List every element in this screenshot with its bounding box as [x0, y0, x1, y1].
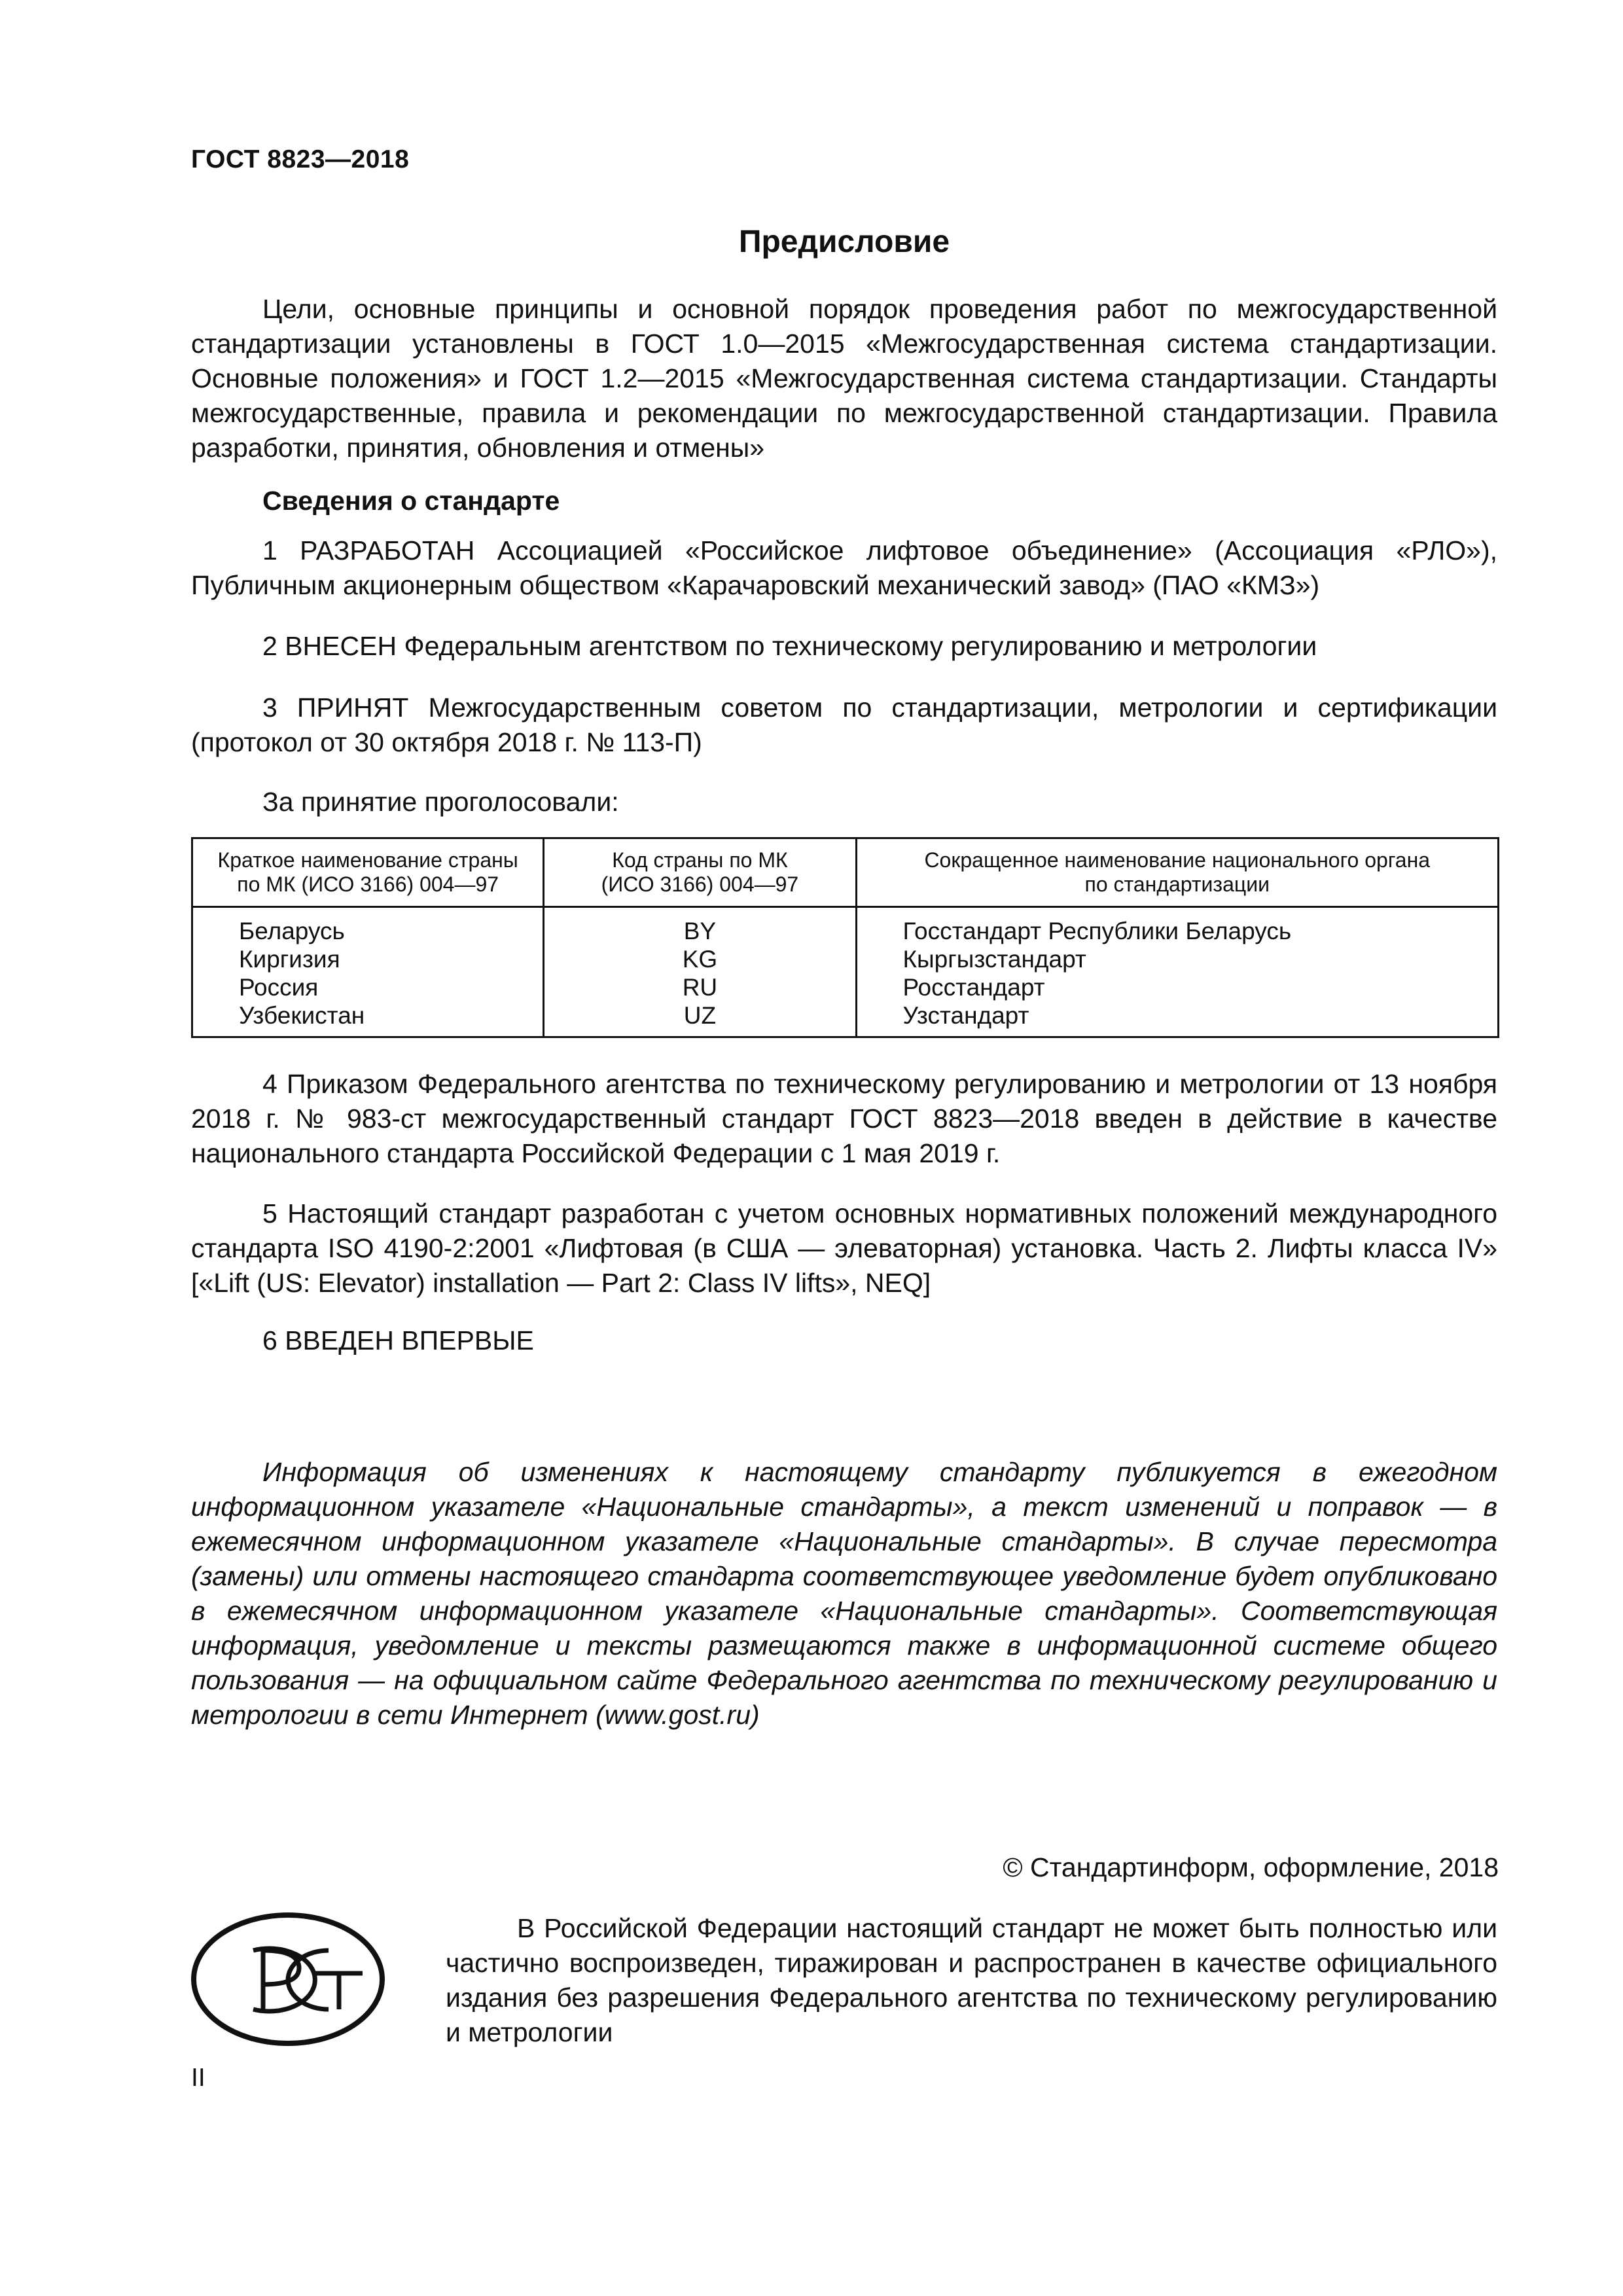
pct-logo	[191, 1911, 387, 2055]
table-cell-body: Кыргызстандарт	[902, 946, 1086, 973]
section-title: Предисловие	[738, 224, 950, 259]
table-body-row	[192, 907, 1499, 1037]
item-1: 1 РАЗРАБОТАН Ассоциацией «Российское лифтовое объединение» (Ассоциация «РЛО»), Публичным акционерным обществом «Карачаровский механический завод» (ПАО «КМЗ»)	[191, 535, 1497, 600]
document-header: ГОСТ 8823—2018	[191, 145, 410, 173]
item-5: 5 Настоящий стандарт разработан с учетом основных нормативных положений международного стандарта ISO 4190-2:2001 «Лифтовая (в США — элеваторная) установка. Часть 2. Лифты класса IV» [«Lift (US: Elevator) installation — Part 2: Class IV lifts», NEQ]	[191, 1198, 1497, 1298]
voting-table	[191, 837, 1499, 1038]
table-cell-code: BY	[683, 918, 717, 944]
body-column	[856, 907, 1499, 1037]
header-line: по МК (ИСО 3166) 004—97	[237, 872, 499, 896]
item-2: 2 ВНЕСЕН Федеральным агентством по техническому регулированию и метрологии	[262, 631, 1317, 661]
table-cell-country: Беларусь	[239, 918, 345, 944]
info-notice: Информация об изменениях к настоящему стандарту публикуется в ежегодном информационном указателе «Национальные стандарты», а текст изменений и поправок — в ежемесячном информационном указателе «Национальные стандарты». В случае пересмотра (замены) или отмены настоящего стандарта соответствующее уведомление будет опубликовано в ежемесячном информационном указателе «Национальные стандарты». Соответствующая информация, уведомление и тексты размещаются также в информационной системе общего пользования — на официальном сайте Федерального агентства по техническому регулированию и метрологии в сети Интернет (www.gost.ru)	[191, 1457, 1497, 1730]
item-2-block	[191, 629, 1497, 664]
table-header-country	[192, 838, 544, 907]
voted-label: За принятие проголосовали:	[262, 787, 619, 817]
item-3: 3 ПРИНЯТ Межгосударственным советом по стандартизации, метрологии и сертификации (протокол от 30 октября 2018 г. № 113-П)	[191, 692, 1497, 757]
country-column	[192, 907, 544, 1037]
page-number: II	[191, 2064, 205, 2092]
table-cell-body: Узстандарт	[902, 1002, 1029, 1029]
item-5-block	[191, 1196, 1497, 1300]
table-cell-code: KG	[682, 946, 718, 973]
info-heading: Сведения о стандарте	[262, 486, 560, 516]
item-4: 4 Приказом Федерального агентства по техническому регулированию и метрологии от 13 ноября 2018 г. № 983-ст межгосударственный стандарт ГОСТ 8823—2018 введен в действие в качестве национального стандарта Российской Федерации с 1 мая 2019 г.	[191, 1069, 1497, 1168]
copyright: © Стандартинформ, оформление, 2018	[1003, 1852, 1499, 1882]
item-4-block	[191, 1067, 1497, 1171]
table-cell-country: Киргизия	[239, 946, 340, 973]
legal-notice-block	[446, 1911, 1497, 2050]
table-cell-body: Госстандарт Республики Беларусь	[902, 918, 1292, 944]
item-3-block	[191, 691, 1497, 760]
table-header-code	[544, 838, 856, 907]
header-line: Сокращенное наименование национального органа	[924, 848, 1431, 872]
table-cell-code: RU	[682, 974, 718, 1001]
table-cell-country: Россия	[239, 974, 319, 1001]
info-notice-block	[191, 1455, 1497, 1732]
intro-paragraph: Цели, основные принципы и основной порядок проведения работ по межгосударственной стандартизации установлены в ГОСТ 1.0—2015 «Межгосударственная система стандартизации. Основные положения» и ГОСТ 1.2—2015 «Межгосударственная система стандартизации. Стандарты межгосударственные, правила и рекомендации по межгосударственной стандартизации. Правила разработки, принятия, обновления и отмены»	[191, 294, 1497, 463]
intro-block	[191, 292, 1497, 465]
legal-notice: В Российской Федерации настоящий стандарт не может быть полностью или частично воспроизведен, тиражирован и распространен в качестве официального издания без разрешения Федерального агентства по техническому регулированию и метрологии	[446, 1913, 1497, 2047]
table-header-body	[856, 838, 1499, 907]
item-1-block	[191, 533, 1497, 603]
header-line: Краткое наименование страны	[217, 848, 518, 872]
table-cell-country: Узбекистан	[239, 1002, 365, 1029]
item-6-block	[191, 1323, 1497, 1358]
table-cell-body: Росстандарт	[902, 974, 1045, 1001]
pct-certification-mark-icon	[191, 1911, 387, 2055]
header-line: Код страны по МК	[612, 848, 788, 872]
item-6: 6 ВВЕДЕН ВПЕРВЫЕ	[262, 1325, 534, 1355]
header-line: по стандартизации	[1084, 872, 1270, 896]
header-line: (ИСО 3166) 004—97	[601, 872, 799, 896]
table-cell-code: UZ	[683, 1002, 717, 1029]
table-header-row	[192, 838, 1499, 907]
code-column	[544, 907, 856, 1037]
